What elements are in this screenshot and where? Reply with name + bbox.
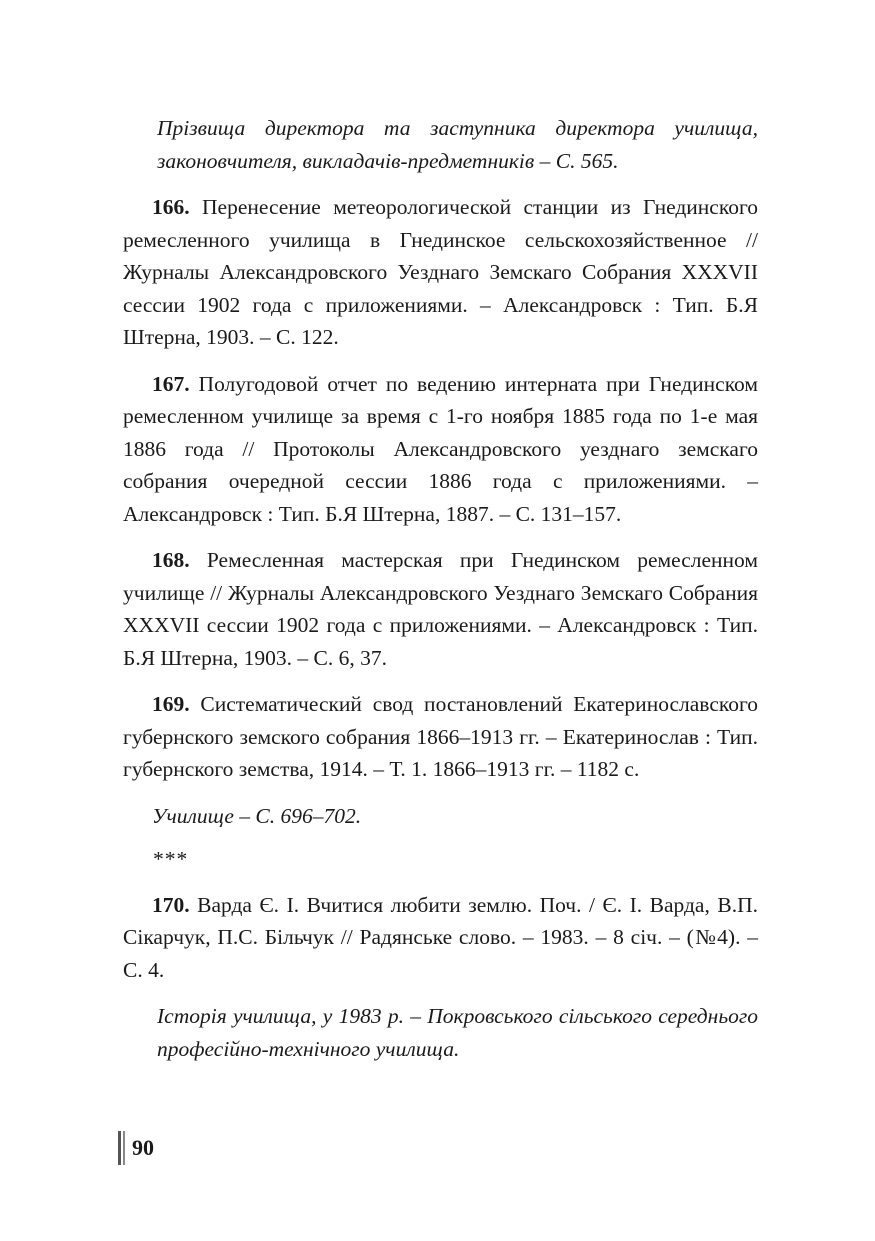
entry-number: 166.	[152, 195, 190, 219]
entry-170	[123, 889, 758, 987]
annotation-169: Училище – С. 696–702.	[152, 803, 362, 828]
entry-166	[123, 191, 758, 354]
entry-167	[123, 368, 758, 531]
page-body	[123, 112, 758, 1079]
footer-rule-thin	[123, 1131, 125, 1165]
entry-168	[123, 544, 758, 674]
entry-169	[123, 688, 758, 786]
entry-number: 169.	[152, 692, 190, 716]
entry-text: Перенесение метеорологической станции из Гнединского ремесленного училища в Гнединское сельскохозяйственное // Журналы Александровского Уезднаго Земскаго Собрания XXXVII сессии 1902 года с приложениями. – Александровск : Тип. Б.Я Штерна, 1903. – С. 122.	[123, 195, 758, 349]
entry-number: 167.	[152, 371, 190, 396]
annotation-165: Прізвища директора та заступника директора училища, законовчителя, викладачів-предметників – С. 565.	[157, 116, 758, 173]
entry-text: Полугодовой отчет по ведению интерната при Гнединском ремесленном училище за время с 1-го ноября 1885 года по 1-е мая 1886 года // Протоколы Александровского уезднаго земскаго собрания очередной сессии 1886 года с приложениями. – Александровск : Тип. Б.Я Штерна, 1887. – С. 131–157.	[123, 371, 758, 526]
annotation-170: Історія училища, у 1983 р. – Покровського сільського середнього професійно-технічного училища.	[157, 1004, 758, 1061]
entry-number: 168.	[152, 548, 190, 572]
entry-number: 170.	[152, 892, 190, 917]
entry-text: Ремесленная мастерская при Гнединском ремесленном училище // Журналы Александровского Уезднаго Земскаго Собрания XXXVII сессии 1902 года с приложениями. – Александровск : Тип. Б.Я Штерна, 1903. – С. 6, 37.	[123, 548, 758, 670]
entry-text: Систематический свод постановлений Екатеринославского губернского земского собрания 1866–1913 гг. – Екатеринослав : Тип. губернского земства, 1914. – Т. 1. 1866–1913 гг. – 1182 с.	[123, 692, 758, 781]
page-footer	[118, 1131, 154, 1165]
page-number: 90	[132, 1135, 154, 1160]
footer-rule	[118, 1131, 121, 1165]
entry-text: Варда Є. І. Вчитися любити землю. Поч. / Є. І. Варда, В.П. Сікарчук, П.С. Більчук // Радянське слово. – 1983. – 8 січ. – (№4). – С. 4.	[123, 892, 758, 982]
section-separator: ***	[152, 847, 188, 871]
